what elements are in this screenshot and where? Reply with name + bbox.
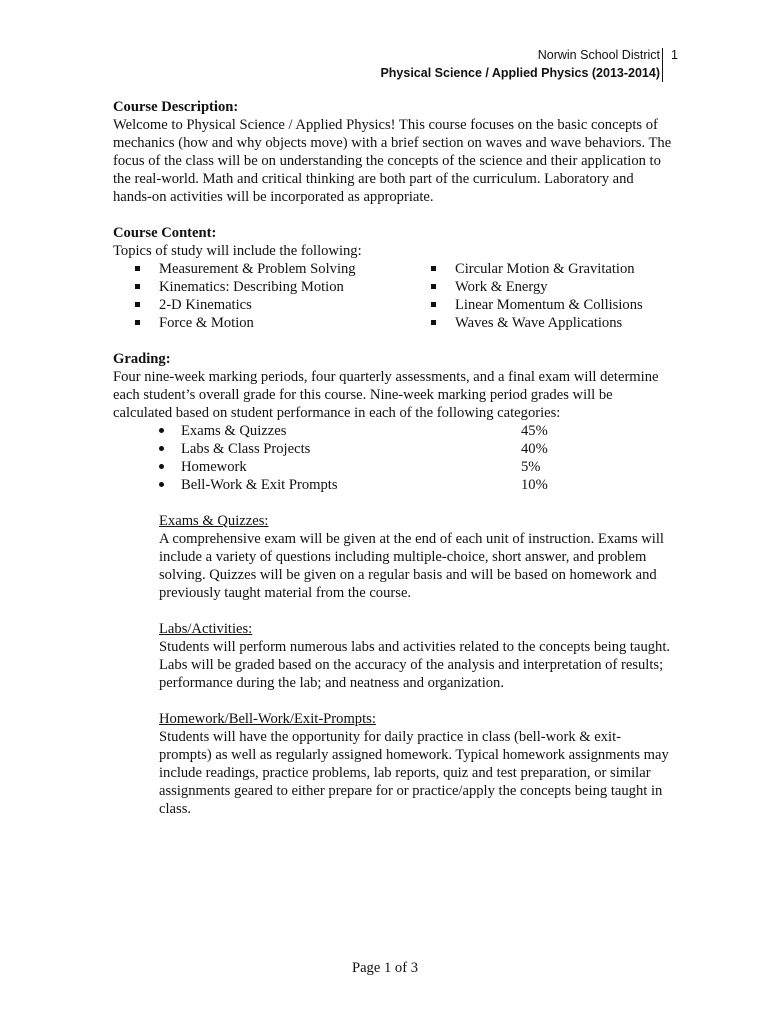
square-bullet-icon bbox=[431, 320, 436, 325]
exams-title: Exams & Quizzes: bbox=[159, 513, 269, 529]
topic-item: Kinematics: Describing Motion bbox=[133, 278, 429, 296]
course-title: Physical Science / Applied Physics (2013-2014) bbox=[380, 66, 660, 80]
grading-category: Homework 5% bbox=[157, 458, 673, 476]
labs-section bbox=[159, 620, 673, 692]
topic-item: Linear Momentum & Collisions bbox=[429, 296, 643, 314]
square-bullet-icon bbox=[431, 302, 436, 307]
course-description-heading: Course Description: bbox=[113, 99, 239, 115]
topic-item: Measurement & Problem Solving bbox=[133, 260, 429, 278]
topic-item: Work & Energy bbox=[429, 278, 643, 296]
exams-section bbox=[159, 512, 673, 602]
header-divider bbox=[662, 48, 663, 82]
grading-category: Labs & Class Projects 40% bbox=[157, 440, 673, 458]
course-content-intro: Topics of study will include the following: bbox=[113, 243, 362, 259]
topic-item: Waves & Wave Applications bbox=[429, 314, 643, 332]
topic-list bbox=[133, 260, 673, 332]
topic-item: Force & Motion bbox=[133, 314, 429, 332]
exams-text: A comprehensive exam will be given at the end of each unit of instruction. Exams will include a variety of questions including multiple-choice, short answer, and problem solving. Quizzes will be given on a regular basis and will be based on homework and previously taught material from the course. bbox=[159, 531, 664, 601]
topic-item: 2-D Kinematics bbox=[133, 296, 429, 314]
topic-column-left bbox=[133, 260, 429, 332]
grading-intro: Four nine-week marking periods, four quarterly assessments, and a final exam will determine each student’s overall grade for this course. Nine-week marking period grades will be calculated based on student performance in each of the following categories: bbox=[113, 369, 659, 421]
header-page-number: 1 bbox=[671, 48, 678, 62]
document-body bbox=[113, 98, 673, 818]
square-bullet-icon bbox=[135, 266, 140, 271]
grading-heading: Grading: bbox=[113, 351, 171, 367]
homework-text: Students will have the opportunity for daily practice in class (bell-work & exit-prompts) as well as regularly assigned homework. Typical homework assignments may include readings, practice problems, lab reports, quiz and test preparation, or similar assignments geared to either prepare for or practice/apply the concepts being taught in class. bbox=[159, 729, 669, 817]
labs-title: Labs/Activities: bbox=[159, 621, 253, 637]
square-bullet-icon bbox=[431, 284, 436, 289]
round-bullet-icon bbox=[159, 464, 164, 469]
page-footer: Page 1 of 3 bbox=[351, 960, 419, 976]
square-bullet-icon bbox=[431, 266, 436, 271]
labs-text: Students will perform numerous labs and activities related to the concepts being taught. Labs will be graded based on the accuracy of the analysis and interpretation of results; performance during the lab; and neatness and organization. bbox=[159, 639, 671, 691]
course-content-heading: Course Content: bbox=[113, 225, 217, 241]
header-text bbox=[380, 46, 660, 82]
district-name: Norwin School District bbox=[537, 48, 660, 62]
round-bullet-icon bbox=[159, 428, 164, 433]
homework-title: Homework/Bell-Work/Exit-Prompts: bbox=[159, 711, 376, 727]
square-bullet-icon bbox=[135, 302, 140, 307]
square-bullet-icon bbox=[135, 284, 140, 289]
round-bullet-icon bbox=[159, 446, 164, 451]
grading-categories bbox=[113, 422, 673, 494]
topic-item: Circular Motion & Gravitation bbox=[429, 260, 643, 278]
grading-category: Bell-Work & Exit Prompts 10% bbox=[157, 476, 673, 494]
homework-section bbox=[159, 710, 673, 818]
square-bullet-icon bbox=[135, 320, 140, 325]
round-bullet-icon bbox=[159, 482, 164, 487]
page-header bbox=[0, 46, 770, 86]
grading-category: Exams & Quizzes 45% bbox=[157, 422, 673, 440]
topic-column-right bbox=[429, 260, 643, 332]
course-description-text: Welcome to Physical Science / Applied Physics! This course focuses on the basic concepts of mechanics (how and why objects move) with a brief section on waves and wave behaviors. The focus of the class will be on understanding the concepts of the science and their application to the real-world. Math and critical thinking are both part of the curriculum. Laboratory and hands-on activities will be incorporated as appropriate. bbox=[113, 117, 672, 205]
